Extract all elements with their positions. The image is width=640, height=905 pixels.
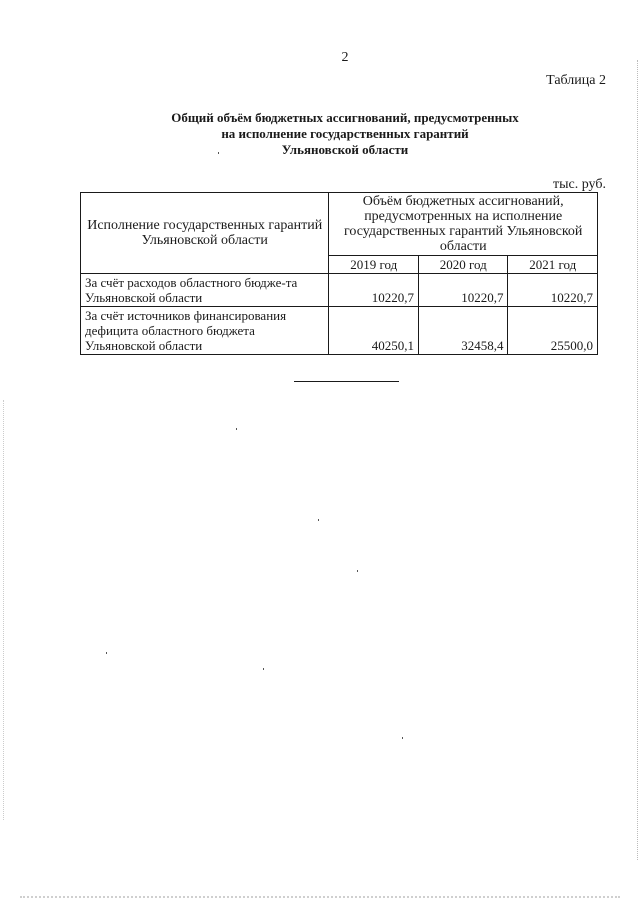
value-cell: 10220,7	[329, 274, 419, 307]
table-label: Таблица 2	[546, 73, 606, 88]
units-label: тыс. руб.	[553, 177, 606, 192]
title-line-2: на исполнение государственных гарантий	[221, 126, 469, 141]
value-cell: 25500,0	[508, 307, 598, 355]
value-cell: 10220,7	[508, 274, 598, 307]
scan-dot	[218, 152, 219, 154]
scan-dot	[263, 668, 264, 670]
row-label-regional-budget: За счёт расходов областного бюдже-та Ульяновской области	[81, 274, 329, 307]
scan-dot	[106, 652, 107, 654]
scan-dot	[318, 519, 319, 521]
value-cell: 40250,1	[329, 307, 419, 355]
scan-dot	[402, 737, 403, 739]
value-cell: 10220,7	[418, 274, 508, 307]
end-rule	[294, 381, 399, 382]
title-line-3: Ульяновской области	[281, 142, 409, 157]
year-2021: 2021 год	[508, 256, 598, 274]
header-guarantees: Исполнение государственных гарантий Ульяновской области	[81, 193, 329, 274]
title-line-1: Общий объём бюджетных ассигнований, предусмотренных	[171, 110, 519, 125]
year-2019: 2019 год	[329, 256, 419, 274]
budget-table	[80, 192, 598, 355]
table-row	[81, 274, 598, 307]
scan-left-marks	[3, 400, 5, 820]
scan-edge-marks	[636, 60, 638, 860]
scan-bottom-strip	[20, 896, 620, 899]
document-title	[0, 110, 640, 158]
header-allocations: Объём бюджетных ассигнований, предусмотренных на исполнение государственных гарантий Ульяновской области	[329, 193, 598, 256]
year-2020: 2020 год	[418, 256, 508, 274]
value-cell: 32458,4	[418, 307, 508, 355]
scan-dot	[236, 428, 237, 430]
table-row	[81, 307, 598, 355]
page-number: 2	[341, 50, 349, 65]
table-header-row	[81, 193, 598, 256]
scan-dot	[357, 570, 358, 572]
row-label-deficit-financing: За счёт источников финансирования дефицита областного бюджета Ульяновской области	[81, 307, 329, 355]
